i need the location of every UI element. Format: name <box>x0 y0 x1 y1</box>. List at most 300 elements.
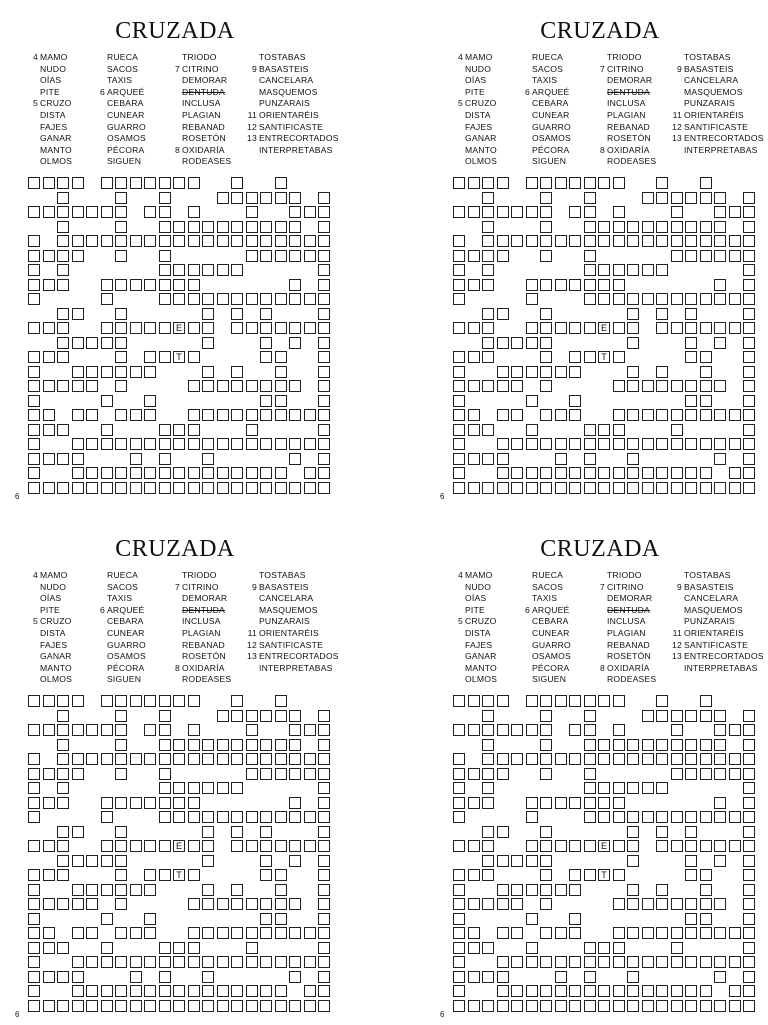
grid-cell[interactable] <box>144 366 156 378</box>
grid-cell[interactable] <box>700 884 712 896</box>
grid-cell[interactable] <box>627 855 639 867</box>
grid-cell[interactable] <box>540 710 552 722</box>
grid-cell[interactable] <box>72 768 84 780</box>
grid-cell[interactable] <box>115 884 127 896</box>
grid-cell[interactable] <box>231 482 243 494</box>
grid-cell[interactable] <box>743 826 755 838</box>
grid-cell[interactable] <box>289 768 301 780</box>
grid-cell[interactable] <box>275 695 287 707</box>
grid-cell[interactable] <box>318 753 330 765</box>
grid-cell[interactable] <box>613 351 625 363</box>
grid-cell[interactable] <box>246 1000 258 1012</box>
grid-cell[interactable] <box>130 985 142 997</box>
grid-cell[interactable] <box>159 351 171 363</box>
grid-cell[interactable] <box>28 927 40 939</box>
grid-cell[interactable] <box>144 322 156 334</box>
grid-cell[interactable] <box>671 1000 683 1012</box>
grid-cell[interactable] <box>130 840 142 852</box>
grid-cell[interactable] <box>159 710 171 722</box>
grid-cell[interactable] <box>584 438 596 450</box>
grid-cell[interactable] <box>260 192 272 204</box>
grid-cell[interactable] <box>497 337 509 349</box>
grid-cell[interactable] <box>43 971 55 983</box>
grid-cell[interactable] <box>246 206 258 218</box>
grid-cell[interactable] <box>627 927 639 939</box>
grid-cell[interactable] <box>685 192 697 204</box>
grid-cell[interactable] <box>714 409 726 421</box>
grid-cell[interactable] <box>304 1000 316 1012</box>
grid-cell[interactable] <box>318 250 330 262</box>
grid-cell[interactable] <box>453 453 465 465</box>
grid-cell[interactable] <box>743 724 755 736</box>
grid-cell[interactable] <box>57 351 69 363</box>
grid-cell[interactable] <box>685 221 697 233</box>
grid-cell[interactable] <box>159 724 171 736</box>
grid-cell[interactable] <box>685 840 697 852</box>
grid-cell[interactable] <box>28 782 40 794</box>
grid-cell[interactable] <box>260 395 272 407</box>
grid-cell[interactable] <box>28 695 40 707</box>
grid-cell[interactable] <box>57 380 69 392</box>
grid-cell[interactable] <box>497 985 509 997</box>
grid-cell[interactable] <box>318 840 330 852</box>
grid-cell[interactable] <box>700 192 712 204</box>
grid-cell[interactable] <box>130 695 142 707</box>
grid-cell[interactable] <box>526 695 538 707</box>
grid-cell[interactable] <box>453 898 465 910</box>
grid-cell[interactable] <box>173 956 185 968</box>
grid-cell[interactable] <box>700 913 712 925</box>
grid-cell[interactable] <box>231 956 243 968</box>
grid-cell[interactable] <box>260 710 272 722</box>
grid-cell[interactable] <box>231 884 243 896</box>
grid-cell[interactable] <box>86 753 98 765</box>
grid-cell[interactable] <box>275 768 287 780</box>
grid-cell[interactable] <box>130 956 142 968</box>
grid-cell[interactable] <box>613 753 625 765</box>
grid-cell[interactable] <box>743 782 755 794</box>
grid-cell[interactable] <box>685 337 697 349</box>
grid-cell[interactable] <box>318 710 330 722</box>
grid-cell[interactable] <box>743 206 755 218</box>
grid-cell[interactable] <box>569 235 581 247</box>
grid-cell[interactable] <box>453 409 465 421</box>
grid-cell[interactable] <box>584 424 596 436</box>
grid-cell[interactable] <box>700 395 712 407</box>
grid-cell[interactable] <box>497 855 509 867</box>
grid-cell[interactable] <box>613 279 625 291</box>
grid-cell[interactable] <box>729 293 741 305</box>
grid-cell[interactable] <box>304 753 316 765</box>
grid-cell[interactable] <box>540 855 552 867</box>
grid-cell[interactable] <box>453 797 465 809</box>
grid-cell[interactable] <box>511 898 523 910</box>
grid-cell[interactable] <box>86 1000 98 1012</box>
grid-cell[interactable] <box>468 279 480 291</box>
grid-cell[interactable] <box>275 366 287 378</box>
grid-cell[interactable] <box>540 695 552 707</box>
grid-cell[interactable] <box>260 739 272 751</box>
grid-cell[interactable] <box>569 797 581 809</box>
grid-cell[interactable] <box>642 739 654 751</box>
grid-cell[interactable] <box>642 438 654 450</box>
grid-cell[interactable] <box>540 250 552 262</box>
grid-cell[interactable] <box>115 438 127 450</box>
grid-cell[interactable] <box>275 409 287 421</box>
grid-cell[interactable] <box>598 942 610 954</box>
grid-cell[interactable] <box>584 192 596 204</box>
grid-cell[interactable] <box>729 322 741 334</box>
grid-cell[interactable] <box>584 250 596 262</box>
grid-cell[interactable] <box>569 482 581 494</box>
grid-cell[interactable] <box>144 235 156 247</box>
grid-cell[interactable] <box>671 482 683 494</box>
grid-cell[interactable] <box>144 956 156 968</box>
grid-cell[interactable] <box>289 482 301 494</box>
grid-cell[interactable] <box>57 942 69 954</box>
grid-cell[interactable] <box>743 913 755 925</box>
grid-cell[interactable] <box>482 768 494 780</box>
grid-cell[interactable] <box>671 724 683 736</box>
grid-cell[interactable] <box>627 971 639 983</box>
grid-cell[interactable] <box>627 293 639 305</box>
grid-cell[interactable] <box>497 206 509 218</box>
grid-cell[interactable] <box>598 695 610 707</box>
grid-cell[interactable] <box>202 985 214 997</box>
grid-cell[interactable] <box>115 366 127 378</box>
grid-cell[interactable] <box>482 840 494 852</box>
grid-cell[interactable] <box>468 869 480 881</box>
grid-cell[interactable] <box>159 250 171 262</box>
grid-cell[interactable] <box>260 337 272 349</box>
grid-cell[interactable] <box>714 797 726 809</box>
grid-cell[interactable] <box>497 724 509 736</box>
grid-cell[interactable] <box>144 395 156 407</box>
grid-cell[interactable] <box>540 409 552 421</box>
grid-cell[interactable] <box>743 942 755 954</box>
grid-cell[interactable] <box>188 177 200 189</box>
grid-cell[interactable] <box>217 264 229 276</box>
grid-cell[interactable] <box>275 739 287 751</box>
grid-cell[interactable] <box>173 424 185 436</box>
grid-cell[interactable] <box>453 884 465 896</box>
grid-cell[interactable] <box>642 235 654 247</box>
grid-cell[interactable] <box>318 380 330 392</box>
grid-cell[interactable] <box>72 826 84 838</box>
grid-cell[interactable] <box>656 482 668 494</box>
grid-cell[interactable] <box>115 250 127 262</box>
grid-cell[interactable] <box>304 985 316 997</box>
grid-cell[interactable] <box>497 1000 509 1012</box>
grid-cell[interactable] <box>246 221 258 233</box>
grid-cell[interactable] <box>453 768 465 780</box>
grid-cell[interactable] <box>569 409 581 421</box>
grid-cell[interactable] <box>275 482 287 494</box>
grid-cell[interactable] <box>260 956 272 968</box>
grid-cell[interactable] <box>453 956 465 968</box>
grid-cell[interactable] <box>231 985 243 997</box>
grid-cell[interactable] <box>656 840 668 852</box>
grid-cell[interactable] <box>511 409 523 421</box>
grid-cell[interactable] <box>173 782 185 794</box>
grid-cell[interactable] <box>700 695 712 707</box>
grid-cell[interactable] <box>685 869 697 881</box>
grid-cell[interactable] <box>260 840 272 852</box>
grid-cell[interactable] <box>700 811 712 823</box>
grid-cell[interactable] <box>642 482 654 494</box>
grid-cell[interactable] <box>304 438 316 450</box>
grid-cell[interactable] <box>275 380 287 392</box>
grid-cell[interactable] <box>700 985 712 997</box>
grid-cell[interactable] <box>453 395 465 407</box>
grid-cell[interactable] <box>540 337 552 349</box>
grid-cell[interactable] <box>57 855 69 867</box>
grid-cell[interactable] <box>685 322 697 334</box>
grid-cell[interactable] <box>526 985 538 997</box>
grid-cell[interactable] <box>482 380 494 392</box>
grid-cell[interactable] <box>540 898 552 910</box>
grid-cell[interactable] <box>700 380 712 392</box>
grid-cell[interactable] <box>468 482 480 494</box>
grid-cell[interactable] <box>671 753 683 765</box>
grid-cell[interactable] <box>613 782 625 794</box>
grid-cell[interactable] <box>729 811 741 823</box>
grid-cell[interactable] <box>613 206 625 218</box>
grid-cell[interactable] <box>318 438 330 450</box>
grid-cell[interactable] <box>28 971 40 983</box>
grid-cell[interactable] <box>656 293 668 305</box>
grid-cell[interactable] <box>260 482 272 494</box>
grid-cell[interactable] <box>482 351 494 363</box>
grid-cell[interactable] <box>671 206 683 218</box>
grid-cell[interactable] <box>159 322 171 334</box>
grid-cell[interactable] <box>28 884 40 896</box>
grid-cell[interactable] <box>743 366 755 378</box>
grid-cell[interactable] <box>72 366 84 378</box>
grid-cell[interactable] <box>453 913 465 925</box>
grid-cell[interactable] <box>555 985 567 997</box>
grid-cell[interactable] <box>115 695 127 707</box>
grid-cell[interactable] <box>159 797 171 809</box>
grid-cell[interactable] <box>555 177 567 189</box>
grid-cell[interactable] <box>188 927 200 939</box>
grid-cell[interactable] <box>173 985 185 997</box>
grid-cell[interactable] <box>202 293 214 305</box>
grid-cell[interactable] <box>482 235 494 247</box>
grid-cell[interactable] <box>260 869 272 881</box>
grid-cell[interactable] <box>511 235 523 247</box>
grid-cell[interactable] <box>86 927 98 939</box>
grid-cell[interactable] <box>28 293 40 305</box>
grid-cell[interactable] <box>453 753 465 765</box>
grid-cell[interactable] <box>188 840 200 852</box>
grid-cell[interactable] <box>743 1000 755 1012</box>
grid-cell[interactable] <box>43 250 55 262</box>
grid-cell[interactable] <box>289 898 301 910</box>
grid-cell[interactable] <box>289 797 301 809</box>
grid-cell[interactable] <box>598 467 610 479</box>
grid-cell[interactable] <box>159 482 171 494</box>
grid-cell[interactable] <box>231 695 243 707</box>
grid-cell[interactable] <box>700 898 712 910</box>
grid-cell[interactable] <box>540 797 552 809</box>
grid-cell[interactable] <box>511 1000 523 1012</box>
grid-cell[interactable] <box>526 337 538 349</box>
grid-cell[interactable] <box>627 956 639 968</box>
grid-cell[interactable] <box>43 768 55 780</box>
grid-cell[interactable] <box>260 380 272 392</box>
grid-cell[interactable] <box>482 695 494 707</box>
grid-cell[interactable] <box>144 797 156 809</box>
grid-cell[interactable] <box>86 409 98 421</box>
grid-cell[interactable] <box>453 235 465 247</box>
grid-cell[interactable] <box>318 337 330 349</box>
grid-cell[interactable] <box>43 322 55 334</box>
grid-cell[interactable] <box>540 724 552 736</box>
grid-cell[interactable] <box>101 322 113 334</box>
grid-cell[interactable] <box>627 482 639 494</box>
grid-cell[interactable] <box>28 985 40 997</box>
grid-cell[interactable] <box>482 739 494 751</box>
grid-cell[interactable] <box>671 942 683 954</box>
grid-cell[interactable] <box>627 826 639 838</box>
grid-cell[interactable] <box>202 438 214 450</box>
grid-cell[interactable] <box>159 811 171 823</box>
grid-cell[interactable] <box>613 409 625 421</box>
grid-cell[interactable] <box>115 869 127 881</box>
grid-cell[interactable] <box>743 768 755 780</box>
grid-cell[interactable] <box>231 811 243 823</box>
grid-cell[interactable] <box>555 956 567 968</box>
grid-cell[interactable] <box>144 467 156 479</box>
grid-cell[interactable] <box>144 724 156 736</box>
grid-cell[interactable] <box>497 250 509 262</box>
grid-cell[interactable] <box>144 913 156 925</box>
grid-cell[interactable] <box>656 985 668 997</box>
grid-cell[interactable] <box>685 409 697 421</box>
grid-cell[interactable] <box>482 308 494 320</box>
grid-cell[interactable] <box>231 380 243 392</box>
grid-cell[interactable] <box>231 739 243 751</box>
grid-cell[interactable] <box>729 724 741 736</box>
grid-cell[interactable] <box>57 206 69 218</box>
grid-cell[interactable] <box>584 971 596 983</box>
grid-cell[interactable] <box>671 293 683 305</box>
grid-cell[interactable] <box>289 927 301 939</box>
grid-cell[interactable] <box>468 768 480 780</box>
grid-cell[interactable] <box>584 177 596 189</box>
grid-cell[interactable] <box>246 942 258 954</box>
grid-cell[interactable] <box>627 898 639 910</box>
grid-cell[interactable] <box>555 884 567 896</box>
grid-cell[interactable] <box>540 482 552 494</box>
grid-cell[interactable] <box>43 177 55 189</box>
grid-cell[interactable] <box>511 753 523 765</box>
grid-cell[interactable] <box>497 971 509 983</box>
grid-cell[interactable] <box>555 322 567 334</box>
grid-cell[interactable] <box>526 467 538 479</box>
grid-cell[interactable] <box>714 840 726 852</box>
grid-cell[interactable] <box>159 235 171 247</box>
grid-cell[interactable] <box>217 898 229 910</box>
grid-cell[interactable] <box>318 956 330 968</box>
grid-cell[interactable] <box>671 221 683 233</box>
grid-cell[interactable] <box>57 453 69 465</box>
grid-cell[interactable] <box>246 467 258 479</box>
grid-cell[interactable] <box>86 482 98 494</box>
grid-cell[interactable] <box>598 797 610 809</box>
grid-cell[interactable] <box>130 279 142 291</box>
grid-cell[interactable] <box>540 985 552 997</box>
grid-cell[interactable] <box>729 482 741 494</box>
grid-cell[interactable] <box>743 739 755 751</box>
grid-cell[interactable] <box>289 956 301 968</box>
grid-cell[interactable] <box>202 409 214 421</box>
grid-cell[interactable] <box>188 424 200 436</box>
grid-cell[interactable] <box>231 192 243 204</box>
grid-cell[interactable] <box>217 438 229 450</box>
grid-cell[interactable] <box>685 826 697 838</box>
grid-cell[interactable] <box>685 482 697 494</box>
grid-cell[interactable] <box>130 366 142 378</box>
grid-cell[interactable] <box>584 482 596 494</box>
grid-cell[interactable] <box>43 927 55 939</box>
grid-cell[interactable] <box>714 438 726 450</box>
grid-cell[interactable] <box>101 985 113 997</box>
grid-cell[interactable] <box>540 753 552 765</box>
grid-cell[interactable] <box>729 250 741 262</box>
grid-cell[interactable] <box>202 898 214 910</box>
grid-cell[interactable] <box>115 235 127 247</box>
grid-cell[interactable] <box>202 739 214 751</box>
grid-cell[interactable] <box>743 235 755 247</box>
grid-cell[interactable] <box>555 927 567 939</box>
grid-cell[interactable] <box>217 409 229 421</box>
grid-cell[interactable] <box>72 898 84 910</box>
grid-cell[interactable] <box>246 753 258 765</box>
grid-cell[interactable] <box>144 279 156 291</box>
grid-cell[interactable] <box>627 308 639 320</box>
grid-cell[interactable] <box>188 724 200 736</box>
grid-cell[interactable] <box>642 898 654 910</box>
grid-cell[interactable] <box>86 337 98 349</box>
grid-cell[interactable] <box>217 482 229 494</box>
grid-cell[interactable] <box>656 927 668 939</box>
grid-cell[interactable] <box>101 467 113 479</box>
grid-cell[interactable] <box>714 724 726 736</box>
grid-cell[interactable] <box>246 438 258 450</box>
grid-cell[interactable] <box>318 424 330 436</box>
grid-cell[interactable] <box>159 869 171 881</box>
grid-cell[interactable] <box>115 177 127 189</box>
grid-cell[interactable] <box>202 927 214 939</box>
grid-cell[interactable] <box>57 235 69 247</box>
grid-cell[interactable] <box>743 438 755 450</box>
grid-cell[interactable] <box>101 1000 113 1012</box>
grid-cell[interactable] <box>289 380 301 392</box>
grid-cell[interactable] <box>159 985 171 997</box>
grid-cell[interactable] <box>72 438 84 450</box>
grid-cell[interactable] <box>584 221 596 233</box>
grid-cell[interactable] <box>231 293 243 305</box>
grid-cell[interactable] <box>468 797 480 809</box>
grid-cell[interactable] <box>671 710 683 722</box>
grid-cell[interactable] <box>188 467 200 479</box>
grid-cell[interactable] <box>289 739 301 751</box>
grid-cell-letter[interactable]: E <box>173 322 185 334</box>
grid-cell-letter[interactable]: T <box>598 351 610 363</box>
grid-cell[interactable] <box>57 753 69 765</box>
